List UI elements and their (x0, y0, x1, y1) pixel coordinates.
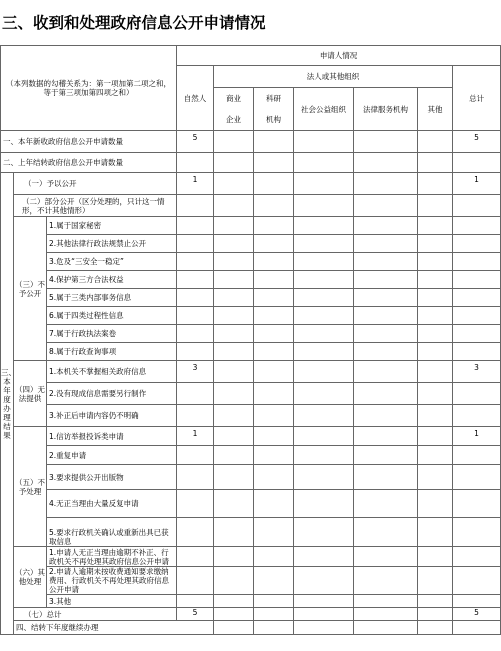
table-row (1, 547, 501, 567)
no-process-group-label: （五）不予处理 (14, 427, 47, 547)
result-group-label: 三、本年度办理结果 (1, 173, 14, 635)
table-row (1, 307, 501, 325)
table-row (1, 343, 501, 361)
table-row (1, 608, 501, 621)
row-label: （二）部分公开（区分处理的，只计这一情形，不计其他情形） (14, 195, 177, 217)
cell-natural: 1 (177, 173, 214, 195)
table-row (1, 446, 501, 465)
table-row (1, 173, 501, 195)
table-row (1, 490, 501, 518)
header-total: 总计 (453, 66, 501, 131)
row-label: 5.要求行政机关确认或重新出具已获取信息 (47, 518, 177, 547)
table-row (1, 217, 501, 235)
table-row (1, 361, 501, 383)
cell-natural: 3 (177, 361, 214, 383)
row-label: 8.属于行政查询事项 (47, 343, 177, 361)
row-label: 一、本年新收政府信息公开申请数量 (1, 131, 177, 153)
row-label: 6.属于四类过程性信息 (47, 307, 177, 325)
withhold-group-label: （三）不予公开 (14, 217, 47, 361)
row-label: （一）予以公开 (14, 173, 177, 195)
cell-total: 3 (453, 361, 501, 383)
header-public-welfare: 社会公益组织 (294, 88, 354, 131)
table-row (1, 465, 501, 490)
cell-natural: 5 (177, 131, 214, 153)
table-row (1, 195, 501, 217)
table-row (1, 289, 501, 307)
row-label: 2.其他法律行政法规禁止公开 (47, 235, 177, 253)
cell-natural: 1 (177, 427, 214, 446)
header-institution: 机构 (254, 110, 294, 131)
cell-total: 5 (453, 131, 501, 153)
page-title: 三、收到和处理政府信息公开申请情况 (2, 14, 266, 32)
row-label: 4.保护第三方合法权益 (47, 271, 177, 289)
header-research: 科研 (254, 88, 294, 110)
header-commercial: 商业 (214, 88, 254, 110)
row-label: 1.申请人无正当理由逾期不补正、行政机关不再处理其政府信息公开申请 (47, 547, 177, 567)
other-process-group-label: （六）其他处理 (14, 547, 47, 608)
row-label: 1.信访举报投诉类申请 (47, 427, 177, 446)
header-legal-service: 法律服务机构 (354, 88, 418, 131)
table-row (1, 405, 501, 427)
table-row (1, 595, 501, 608)
row-label: 7.属于行政执法案卷 (47, 325, 177, 343)
row-label: 2.没有现成信息需要另行制作 (47, 383, 177, 405)
header-legal-person-group: 法人或其他组织 (214, 66, 453, 88)
row-label: 5.属于三类内部事务信息 (47, 289, 177, 307)
header-other: 其他 (418, 88, 453, 131)
header-natural-person: 自然人 (177, 66, 214, 131)
applications-table (0, 45, 501, 635)
header-enterprise: 企业 (214, 110, 254, 131)
header-note: （本列数据的勾稽关系为：第一项加第二项之和，等于第三项加第四项之和） (1, 46, 177, 131)
row-label: 2.重复申请 (47, 446, 177, 465)
table-row (1, 383, 501, 405)
cell-total: 5 (453, 608, 501, 621)
table-row (1, 325, 501, 343)
table-row (1, 567, 501, 595)
cell-natural: 5 (177, 608, 214, 621)
table-row (1, 131, 501, 153)
row-label: 3.补正后申请内容仍不明确 (47, 405, 177, 427)
row-label: 2.申请人逾期未按收费通知要求缴纳费用、行政机关不再处理其政府信息公开申请 (47, 567, 177, 595)
row-label: 3.危及“三安全一稳定” (47, 253, 177, 271)
cell-total: 1 (453, 427, 501, 446)
row-label: 四、结转下年度继续办理 (14, 621, 214, 635)
row-label: 1.属于国家秘密 (47, 217, 177, 235)
row-label: 3.要求提供公开出版物 (47, 465, 177, 490)
table-row (1, 518, 501, 547)
row-label: 1.本机关不掌握相关政府信息 (47, 361, 177, 383)
table-row (1, 271, 501, 289)
row-label: 3.其他 (47, 595, 177, 608)
table-row (1, 153, 501, 173)
table-row (1, 621, 501, 635)
table-row (1, 253, 501, 271)
cell-total: 1 (453, 173, 501, 195)
row-label: 二、上年结转政府信息公开申请数量 (1, 153, 177, 173)
header-applicant-situation: 申请人情况 (177, 46, 501, 66)
table-row (1, 427, 501, 446)
row-label: 4.无正当理由大量反复申请 (47, 490, 177, 518)
row-label: （七）总计 (14, 608, 177, 621)
unavailable-group-label: （四）无法提供 (14, 361, 47, 427)
table-row (1, 235, 501, 253)
